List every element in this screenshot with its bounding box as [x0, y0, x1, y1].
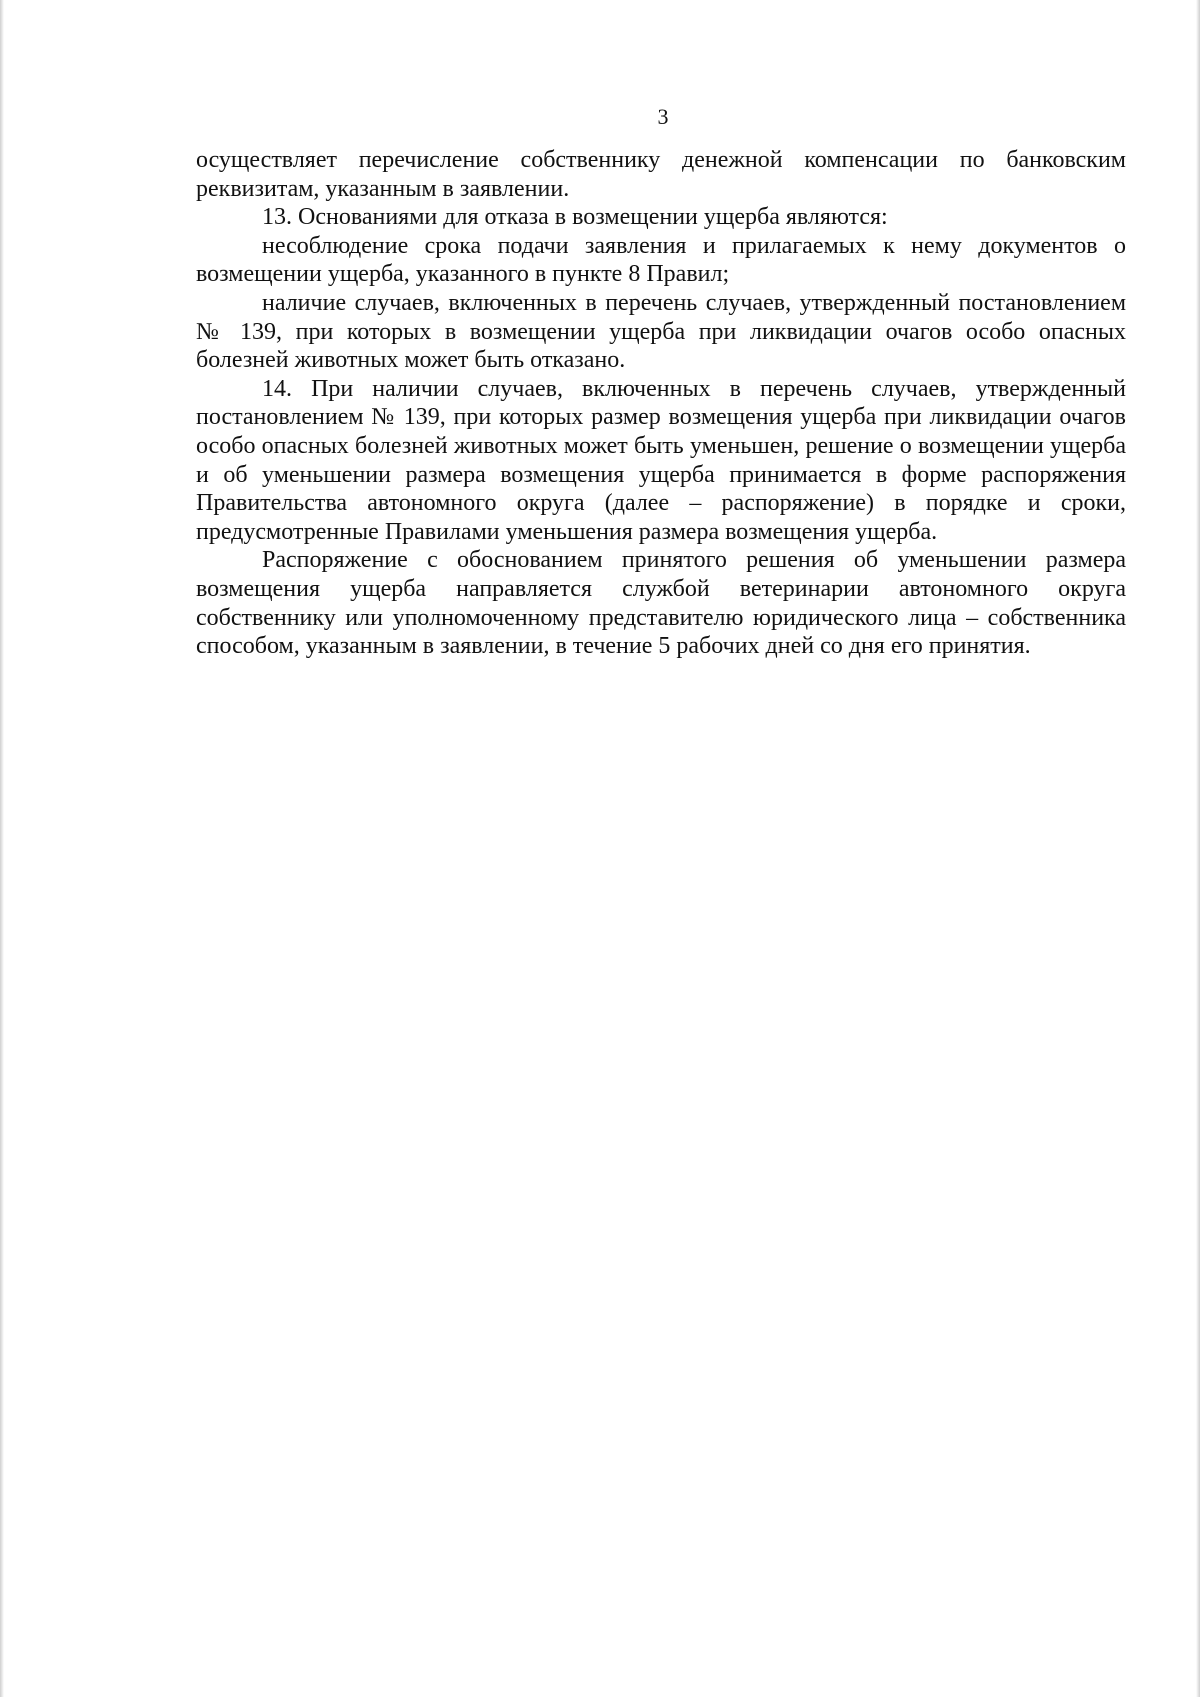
paragraph-order: Распоряжение с обоснованием принятого решения об уменьшении размера возмещения ущерба направляется службой ветеринарии автономного округа собственнику или уполномоченному представителю юридического лица – собственника способом, указанным в заявлении, в течение 5 рабочих дней со дня его принятия. [196, 547, 1126, 660]
paragraph-continuation: осуществляет перечисление собственнику денежной компенсации по банковским реквизитам, указанным в заявлении. [196, 147, 1126, 202]
scan-edge-left [0, 0, 4, 1697]
scan-edge-right [1196, 0, 1200, 1697]
document-body [196, 146, 1126, 661]
paragraph-refusal-reason-2: наличие случаев, включенных в перечень случаев, утвержденный постановлением № 139, при которых в возмещении ущерба при ликвидации очагов особо опасных болезней животных может быть отказано. [196, 289, 1126, 374]
paragraph-item-14: 14. При наличии случаев, включенных в перечень случаев, утвержденный постановлением № 139, при которых размер возмещения ущерба при ликвидации очагов особо опасных болезней животных может быть уменьшен, решение о возмещении ущерба и об уменьшении размера возмещения ущерба принимается в форме распоряжения Правительства автономного округа (далее – распоряжение) в порядке и сроки, предусмотренные Правилами уменьшения размера возмещения ущерба. [196, 375, 1126, 545]
paragraph-item-13: 13. Основаниями для отказа в возмещении ущерба являются: [262, 204, 888, 231]
paragraph-refusal-reason-1: несоблюдение срока подачи заявления и прилагаемых к нему документов о возмещении ущерба, указанного в пункте 8 Правил; [196, 232, 1126, 288]
page-number: 3 [657, 104, 669, 129]
